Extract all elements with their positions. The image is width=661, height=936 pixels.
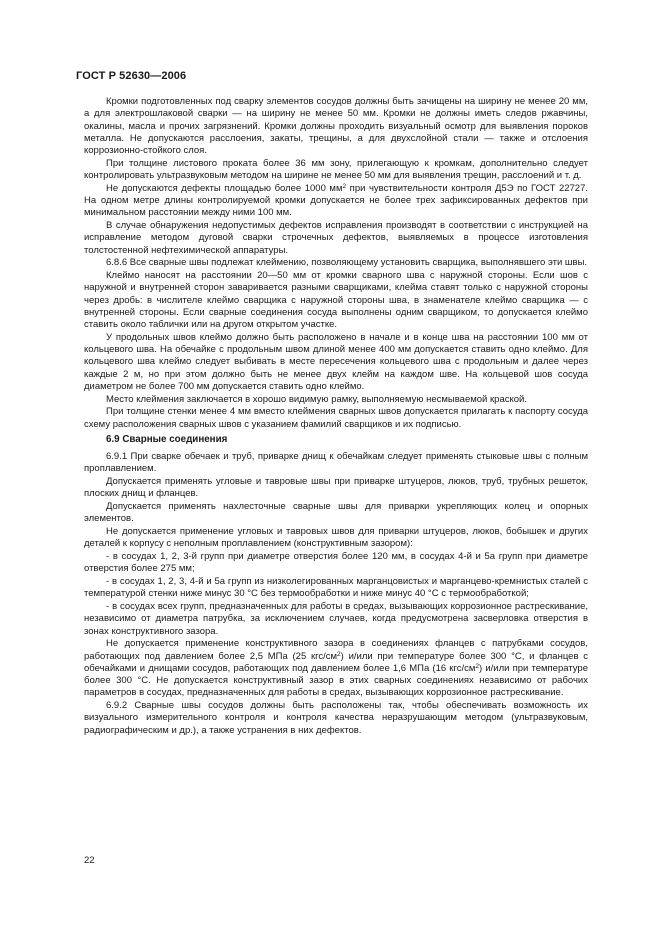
text-run: ) и/или при температуре более 300 °С. Не допускается конструктивный зазор в этих сварных соединениях независимо от рабочих параметров в сосудах, предназначенных для работы в средах, вызывающих коррозионное растрескивание. bbox=[84, 662, 588, 699]
paragraph-longitudinal-seams: У продольных швов клеймо должно быть расположено в начале и в конце шва на расстоянии 100 мм от кольцевого шва. На обечайке с продольным швом длиной менее 400 мм допускается ставить одно клеймо. Для кольцевого шва клеймо следует выбивать в месте пересечения кольцевого шва с продольным и далее через каждые 2 м, но при этом должно быть не менее двух клейм на каждом шве. На кольцевой шов сосуда диаметром не более 700 мм допускается ставить одно клеймо. bbox=[84, 331, 588, 392]
paragraph-defect-area bbox=[84, 183, 588, 220]
text-run: ) и/или при температуре более 300 °С, и фланцев с обечайками и днищами сосудов, работающих под давлением более 1,6 МПа (16 кгс/см bbox=[84, 650, 588, 674]
text-run: Не допускаются дефекты площадью более 1000 мм bbox=[106, 182, 343, 194]
page-number: 22 bbox=[84, 855, 95, 866]
paragraph-edge-cleaning: Кромки подготовленных под сварку элементов сосудов должны быть зачищены на ширину не менее 20 мм, а для электрошлаковой сварки — на ширину не менее 50 мм. Кромки не должны иметь следов ржавчины, окалины, масла и прочих загрязнений. Кромки должны проходить визуальный осмотр для выявления пороков металла. Не допускаются расслоения, закаты, трещины, а для двухслойной стали — также и отслоения коррозионно-стойкого слоя. bbox=[84, 96, 588, 156]
paragraph-defect-repair: В случае обнаружения недопустимых дефектов исправления производят в соответствии с инструкцией на исправление методом дуговой сварки строчечных дефектов, выявляемых в процессе изготовления толстостенной нефтехимической аппаратуры. bbox=[84, 220, 588, 256]
paragraph-stamp-frame: Место клеймения заключается в хорошо видимую рамку, выполняемую несмываемой краской. bbox=[106, 393, 527, 405]
list-item-corrosion-cracking: - в сосудах всех групп, предназначенных для работы в средах, вызывающих коррозионное растрескивание, независимо от диаметра патрубка, за исключением случаев, когда предусмотрена засверловка отверстия в зонах конструктивного зазора. bbox=[84, 601, 588, 637]
superscript: 2 bbox=[337, 650, 341, 658]
paragraph-flange-gap bbox=[84, 638, 588, 699]
paragraph-6-8-6: 6.8.6 Все сварные швы подлежат клеймению, позволяющему установить сварщика, выполнявшего эти швы. bbox=[106, 257, 588, 269]
list-item-low-alloy-steels: - в сосудах 1, 2, 3, 4-й и 5а групп из низколегированных марганцовистых и марганцево-кремнистых сталей с температурой стенки ниже минус 30 °С без термообработки и ниже минус 40 °С с термообработкой; bbox=[84, 576, 588, 600]
paragraph-ultrasonic-control: При толщине листового проката более 36 мм зону, прилегающую к кромкам, дополнительно следует контролировать ультразвуковым методом на ширине не менее 50 мм для выявления трещин, расслоений и т. д. bbox=[84, 157, 588, 181]
superscript: 2 bbox=[475, 662, 480, 670]
paragraph-thin-wall: При толщине стенки менее 4 мм вместо клеймения сварных швов допускается прилагать к паспорту сосуда схему расположения сварных швов с указанием фамилий сварщиков и их подписью. bbox=[84, 406, 588, 430]
paragraph-incomplete-penetration: Не допускается применение угловых и тавровых швов для приварки штуцеров, люков, бобышек и других деталей к корпусу с неполным проплавлением (конструктивным зазором): bbox=[84, 526, 588, 550]
text-run: при чувствительности контроля Д5Э по ГОСТ 22727. На одном метре длины контролируемой кромки допускается не более трех зафиксированных дефектов при минимальном расстоянии между ними 100 мм. bbox=[84, 182, 589, 219]
superscript: 2 bbox=[342, 182, 347, 190]
section-heading-6-9: 6.9 Сварные соединения bbox=[106, 433, 228, 445]
paragraph-6-9-1: 6.9.1 При сварке обечаек и труб, приварке днищ к обечайкам следует применять стыковые швы с полным проплавлением. bbox=[84, 451, 588, 475]
list-item-groups-diameter: - в сосудах 1, 2, 3-й групп при диаметре отверстия более 120 мм, в сосудах 4-й и 5а групп при диаметре отверстия более 275 мм; bbox=[84, 551, 588, 575]
paragraph-6-9-2: 6.9.2 Сварные швы сосудов должны быть расположены так, чтобы обеспечивать возможность их визуального измерительного контроля и контроля качества неразрушающим методом (ультразвуковым, радиографическим и др.), а также устранения в них дефектов. bbox=[84, 700, 588, 736]
paragraph-lap-welds: Допускается применять нахлесточные сварные швы для приварки укрепляющих колец и опорных элементов. bbox=[84, 501, 588, 525]
paragraph-stamp-placement: Клеймо наносят на расстоянии 20—50 мм от кромки сварного шва с наружной стороны. Если шов с наружной и внутренней сторон заваривается разными сварщиками, клейма ставят только с наружной стороны через дробь: в числителе клеймо сварщика с наружной стороны шва, в знаменателе клеймо сварщика — с внутренней стороны. Если сварные соединения сосуда выполнены одним сварщиком, то допускается клеймо ставить около таблички или на другом открытом участке. bbox=[84, 270, 588, 330]
document-header: ГОСТ Р 52630—2006 bbox=[76, 70, 187, 82]
document-body bbox=[84, 96, 588, 737]
paragraph-fillet-welds: Допускается применять угловые и тавровые швы при приварке штуцеров, люков, труб, трубных решеток, плоских днищ и фланцев. bbox=[84, 476, 588, 500]
text-run: Не допускается применение конструктивного зазора в соединениях фланцев с патрубками сосудов, работающих под давлением более 2,5 МПа (25 кгс/см bbox=[84, 638, 588, 662]
